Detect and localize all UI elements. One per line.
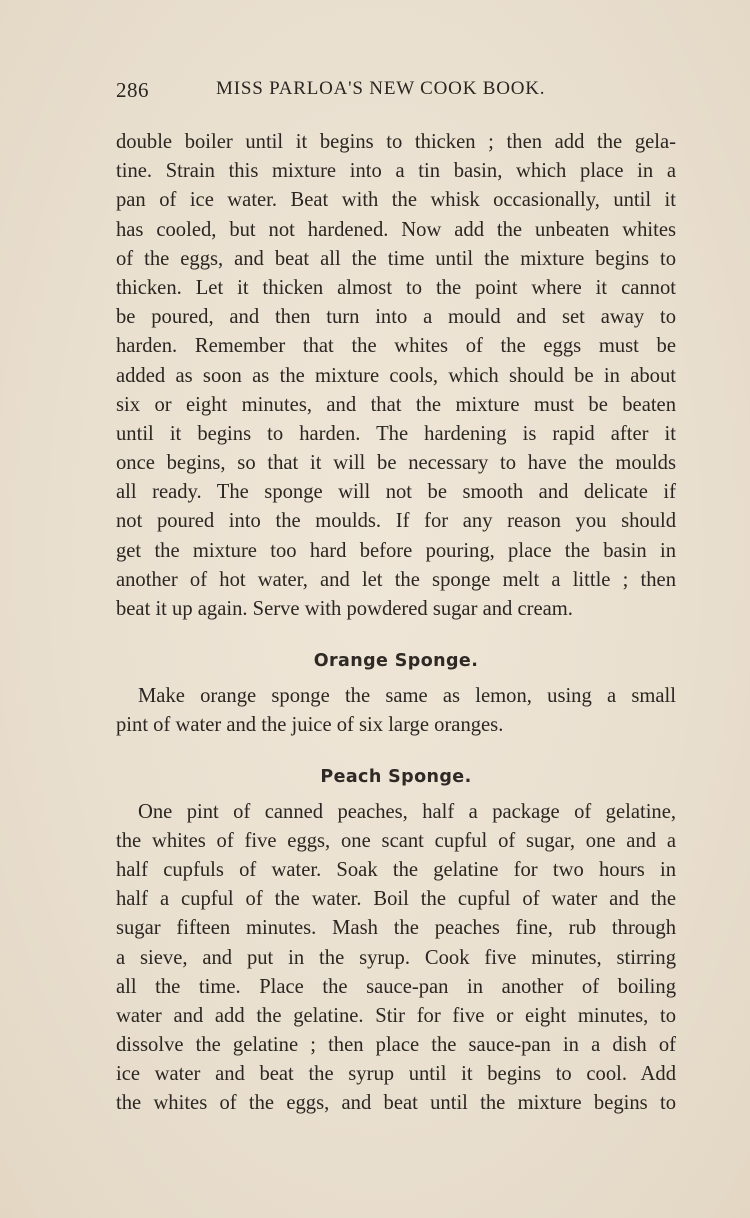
text-line: has cooled, but not hardened. Now add the unbeaten whites: [116, 218, 676, 241]
text-line: ice water and beat the syrup until it begins to cool. Add: [116, 1063, 676, 1086]
continuation-paragraph: [116, 128, 676, 624]
text-line: of the eggs, and beat all the time until the mixture begins to: [116, 247, 676, 270]
text-line: harden. Remember that the whites of the eggs must be: [116, 335, 676, 358]
text-line: another of hot water, and let the sponge melt a little ; then: [116, 568, 676, 591]
text-line: get the mixture too hard before pouring, place the basin in: [116, 539, 676, 562]
text-line: all ready. The sponge will not be smooth and delicate if: [116, 481, 676, 504]
text-line: a sieve, and put in the syrup. Cook five minutes, stirring: [116, 946, 676, 969]
text-line: sugar fifteen minutes. Mash the peaches fine, rub through: [116, 917, 676, 940]
text-line: thicken. Let it thicken almost to the point where it cannot: [116, 276, 676, 299]
text-line: pint of water and the juice of six large oranges.: [116, 714, 504, 737]
text-line: once begins, so that it will be necessary to have the moulds: [116, 452, 676, 475]
text-line: the whites of the eggs, and beat until the mixture begins to: [116, 1092, 676, 1115]
text-line: not poured into the moulds. If for any reason you should: [116, 510, 676, 533]
peach-sponge-heading: Peach Sponge.: [320, 766, 472, 787]
running-head: [116, 78, 676, 108]
text-line: One pint of canned peaches, half a package of gelatine,: [138, 800, 676, 823]
text-line: double boiler until it begins to thicken ; then add the gela-: [116, 131, 676, 153]
text-line: added as soon as the mixture cools, which should be in about: [116, 364, 676, 387]
text-line: half a cupful of the water. Boil the cupful of water and the: [116, 888, 676, 911]
orange-sponge-heading: Orange Sponge.: [313, 651, 479, 672]
text-line: pan of ice water. Beat with the whisk occasionally, until it: [116, 189, 676, 212]
page-number: 286: [116, 78, 149, 102]
text-line: water and add the gelatine. Stir for five or eight minutes, to: [116, 1004, 676, 1027]
text-line: beat it up again. Serve with powdered sugar and cream.: [116, 598, 573, 620]
text-line: half cupfuls of water. Soak the gelatine for two hours in: [116, 858, 676, 881]
peach-sponge-paragraph: [116, 798, 676, 1119]
text-line: Make orange sponge the same as lemon, using a small: [138, 685, 676, 708]
text-line: be poured, and then turn into a mould and set away to: [116, 306, 676, 329]
orange-sponge-paragraph: [116, 682, 676, 740]
body-text: [116, 128, 676, 1119]
text-line: tine. Strain this mixture into a tin basin, which place in a: [116, 160, 676, 183]
text-line: all the time. Place the sauce-pan in another of boiling: [116, 975, 676, 998]
text-line: the whites of five eggs, one scant cupful of sugar, one and a: [116, 829, 676, 852]
text-line: until it begins to harden. The hardening is rapid after it: [116, 422, 676, 445]
text-line: dissolve the gelatine ; then place the sauce-pan in a dish of: [116, 1034, 676, 1057]
text-line: six or eight minutes, and that the mixture must be beaten: [116, 393, 676, 416]
running-title: MISS PARLOA'S NEW COOK BOOK.: [216, 78, 546, 99]
